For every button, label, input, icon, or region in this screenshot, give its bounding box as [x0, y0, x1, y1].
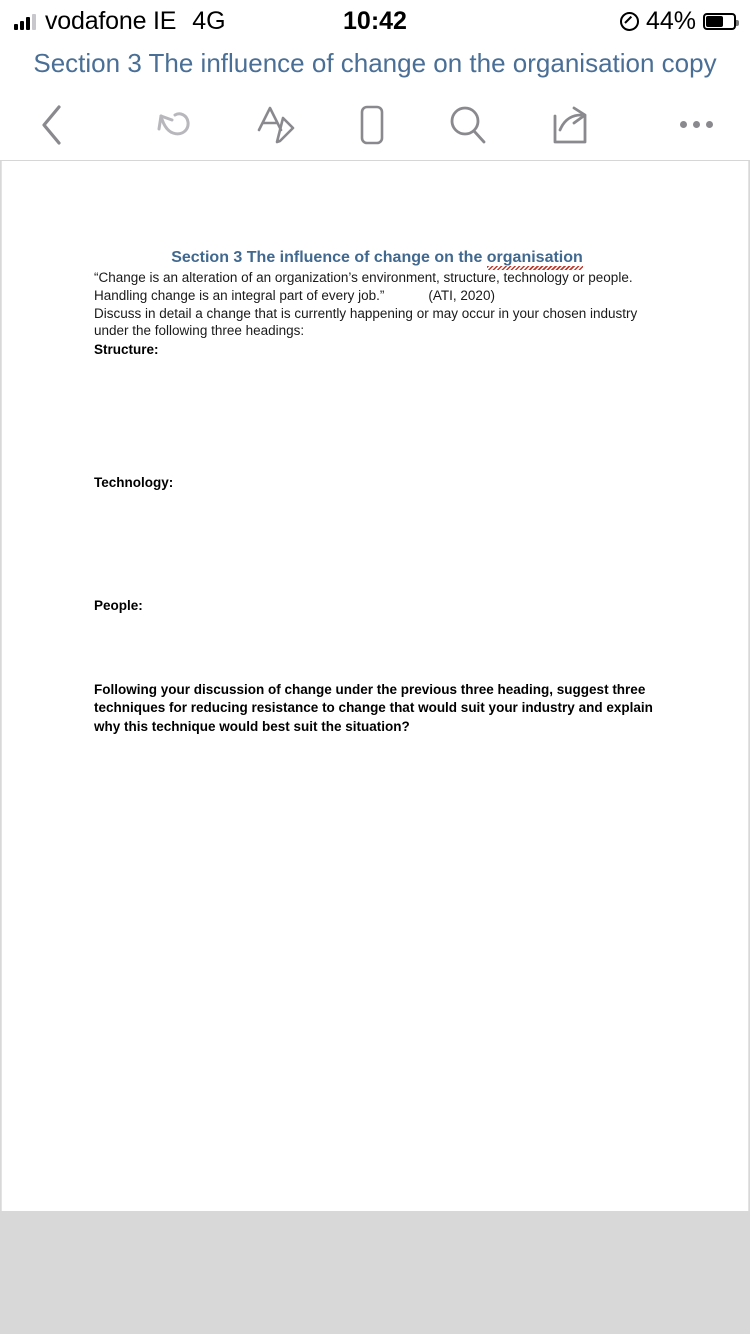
network-type-label: 4G — [192, 6, 226, 35]
quote-paragraph — [94, 269, 660, 305]
document-page — [1, 161, 749, 1211]
heading-people: People: — [94, 598, 143, 614]
document-content — [94, 249, 660, 736]
status-bar-right — [620, 7, 736, 36]
document-scroll-area[interactable] — [0, 161, 750, 1334]
undo-arrow-icon[interactable] — [151, 103, 197, 147]
phone-outline-icon[interactable] — [355, 102, 389, 148]
status-bar-left — [14, 7, 226, 36]
battery-icon — [703, 13, 736, 30]
battery-percent-label: 44% — [645, 6, 696, 35]
answer-space-people — [94, 613, 660, 681]
heading-structure: Structure: — [94, 342, 159, 358]
answer-space-technology — [94, 490, 660, 598]
status-bar-clock: 10:42 — [343, 6, 407, 35]
document-heading-text: Section 3 The influence of change on the — [171, 249, 487, 266]
misspelled-word: organisation — [486, 249, 583, 266]
cellular-signal-icon — [14, 13, 36, 30]
answer-space-structure — [94, 357, 660, 475]
toolbar — [0, 89, 750, 161]
ellipsis-icon[interactable] — [670, 121, 722, 128]
status-bar — [0, 0, 750, 42]
toolbar-actions — [151, 102, 593, 148]
quote-text: “Change is an alteration of an organization’s environment, structure, technology or people. Handling change is an integral part of every job.” — [94, 270, 633, 303]
carrier-label: vodafone IE — [45, 6, 177, 35]
document-heading — [94, 249, 660, 267]
markup-pen-icon[interactable] — [253, 102, 299, 148]
share-arrow-icon[interactable] — [547, 102, 593, 148]
location-arrow-icon — [620, 12, 639, 31]
back-button[interactable] — [28, 103, 74, 147]
citation-text: (ATI, 2020) — [428, 287, 495, 303]
instruction-paragraph: Discuss in detail a change that is currently happening or may occur in your chosen industry under the following three headings: — [94, 305, 638, 339]
final-question-paragraph: Following your discussion of change under the previous three heading, suggest three techniques for reducing resistance to change that would suit your industry and explain why this technique would best suit the situation? — [94, 682, 653, 734]
document-title: Section 3 The influence of change on the organisation copy — [33, 48, 717, 78]
heading-technology: Technology: — [94, 475, 174, 491]
magnifier-icon[interactable] — [445, 102, 491, 148]
